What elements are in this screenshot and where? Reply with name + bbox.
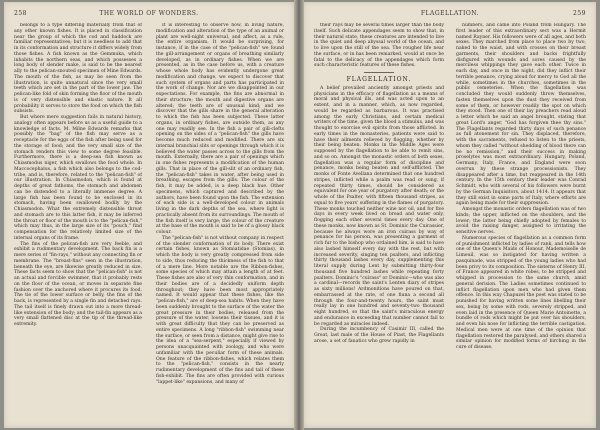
paragraph: It is interesting to observe how, in living nature, modification and alteration of the type of an animal or plant are well-night universal, and affect, as a rule, the entire organism. It would be surprising, for instance, if in the case of the "pelican-fish" we found the gill-arrangement or organs of breathing similarly developed, as in ordinary fishes. When we are presented, as in the case before us, with a creature whose whole body has evidently undergone great modification and change, we expect to discover that such system of organs and parts has participated in the work of change. Nor are we disappointed in our expectations. For example, the fins are abnormal in their structure; the mouth and digestive organs are altered; the teeth are of unusual kind; and we discover that the gills share in the general alteration to which the fish has been subjected. These latter organs, in ordinary fishes, are outside them, as any one may readily see. In the fish a pair of gill-clefts opening on the sides of a "pelican-fish" the gills have become much reduced and modified. There are six internal branchial slits or openings through which it is believed the water passes across to the gills from the mouth. Externally, there are a pair of openings which in one fishes represents a modification of the human gills. That in place of the gill-slit of an ordinary fish, the "pelican-fish" takes in water, after being used in breathing, escapes from the gills. The colour of the fish, it may be added, is a deep black hue. Other specimens, which captured and described by the authors, have been found upon the fish. The extension of each side is a well-developed colour in animals living in the dark depths of the sea, where light is practically absent from its surroundings. The mouth of the fish itself is very large; the colour of the creature at the base of the mouth is said to be of a glossy black colour. bbox=[156, 23, 284, 235]
paragraph: Numerous species of flagellation as a common form of punishment inflicted by ladies of rank, and tells how one of the Queen's Maids of Honour, Mademoiselle de Limeuil, was so instigated for having written a pasquinade, was stripped of the young ladies who had been privy to its composition. The sisterns of Henry III. of France appeared in white robes, to be stripped and whipped in procession to the same church, amid general derision. The Ladies sometimes continued to inflict flagellation upon men who had given them offence. In this way Chapuzel the poet was stated to be punished for having written some lines libelling their sex, being by some with rods, severely stripped, and even laid in the presence of Queen Marie Antoinette, a bundle of rods which might be put over his shoulders, and even his nose for inflicting the terrible castigation. Medical men were at one time of the opinion that flagellation restored the paralysed, and others shared a similar opinion for modified forms of birching in the cure of disease. bbox=[456, 235, 586, 350]
left-column-2 bbox=[156, 23, 284, 423]
left-running-head: THE WORLD OF WONDERS. bbox=[99, 10, 199, 17]
paragraph: But where mere suggestion fails in natural history, analogy often appears before us as a useful guide to a knowledge of facts. M. Milne Edwards remarks that possibly the "bag" of the fish may serve as a receptacle for the eggs of the fish after being used for the storage of food; and the very small size of the stomach renders this view to some degree feasible. Furthermore, there is a deep-sea fish known as Chiasmodus niger, which swallows the food whole. In Maccocephalus, a fish which also belongs to the cod-tribe, and is, therefore, related to the "pelican-fish" of our illustration. In Chiasmodon, which is found at depths of great fathoms, the stomach and abdomen can be distended to a literally immense degree. A large fish has been found to be enclosed in its stomach, having been swallowed bodily by the Chiasmodon. What the extremely distensible throat and stomach are to this latter fish, it may be inferred the throat or floor of the mouth is to the "pelican-fish," which may thus, in the large size of its "pouch," find compensation for the relatively limited size of the internal organs of its frame. bbox=[14, 115, 142, 241]
right-column-2 bbox=[456, 23, 586, 423]
right-page-number: 259 bbox=[573, 10, 586, 17]
left-column-1 bbox=[14, 23, 142, 423]
right-running-header bbox=[314, 10, 586, 19]
book-gutter bbox=[294, 0, 304, 430]
paragraph: Amongst the monastic orders flagellation was of two kinds; the upper, inflicted on the shoulders, and the lower; the latter being chiefly adopted by females to avoid the raising danger, assigned to irritating the sensitive nerves. bbox=[456, 207, 586, 235]
left-running-header bbox=[14, 10, 284, 19]
paragraph: The "pelican-fish" is not without company in respect of the slender conformation of its body. There exist certain fishes, known as Stomiatidae (Stomias), in which the body is very greatly compressed from side to side, thus reducing the thickness of the fish to that of a mere line. More notable are the Ribbon-fishes, some species of which may attain a length of at feet. These fishes are also of very thin conformation, and in their bodies are of a decidedly uniform depth throughout; they have been most appropriately named. It would appear that these fishes, like the "pelican-fish," are of deep-sea habits. When they have been suddenly brought to the surface of the water the great pressure in their bodies, released from the pressure of the water, loosens their tissues, and it is with great difficulty that they can be preserved as entire specimens. A long "ribbon-fish" swimming near the surface, or seen from a distance, might give rise to the idea of a "sea-serpent," especially if viewed by persons unacquainted with zoology, and who were unfamiliar with the peculiar form of these animals. One feature of the ribbon-fishes, which relates them to the "pelican-fish," consists in the nearly rudimentary development of the fins and tail of these fish-exhibit. The fins are often provided with curious "lappet-like" expansions, and many of bbox=[156, 235, 284, 385]
right-running-head: FLAGELLATION. bbox=[420, 10, 480, 17]
paragraph: During the incumbency of Casimir III, called the Great, last male of the House of Piast, the Flagellants arose, a set of fanatics who grew rapidly in bbox=[314, 327, 444, 344]
paragraph: belongs to a type differing materially from that of any other known fishes. It is placed in classification near the group of which the cod and haddock are familiar representatives; but it is needless to add that in its conformation and structure it differs widely from those fishes. A fish known as the Gemmuka, which inhabits the northern seas, and which possesses a long body of slender make, is said to be the nearest ally to the pelican-snouted specimen of Mine Edwards. The mouth of the fish, as may be seen from the illustration, is quite unnatural since the very small teeth which are set in the part of the lower jaw. The pelican-like fold of skin forming the floor of the mouth is of very distensible and elastic nature. It all probability it serves to store the food on which the fish subsists. bbox=[14, 23, 142, 115]
section-title: FLAGELLATION. bbox=[346, 76, 412, 83]
paragraph: numbers, and came into Poland from Hungary. The first leader of this extraordinary sect was a Hermit named Rayner. His followers were of all ages, and both sexes. They marched from place to place two by two, naked to the waist, and with crosses on their breast garments, their shoulders and backs frightfully disfigured with wounds and sores caused by the merciless whippings they gave each other. Twice in each day, and once in the night, did they inflict their terrible penance, crying aloud for mercy to God all the while, sometimes in the churches, sometimes in the public cemeteries. When the flagellation was concluded they would suddenly throw themselves, fasten themselves upon the dust they received from some of them, or however readily the spot on which they stood. Then one of their lay preachers read aloud a letter which he said an angel brought, stating that great Lord's anger, "God has forgiven thee thy sins." The Flagellants regarded thirty days of such penance as full atonement for sin. They displaced, therefore, with the sacraments, refused to listen to the priests, whom they called "without shedding of blood there can be no remission," and their success in making proselytes was most extraordinary. Hungary, Poland, Germany, Italy, France, and England were soon overrun by these strange processionists. They disappeared after a time, but reappeared in the 14th century. In the 15th century their leader was Conrad Schmidt, who with several of his followers were burnt by the German Inquisitors, about 1414. It appears that they still exist in some parts of Italy, where efforts are again being made for their suppression. bbox=[456, 23, 586, 207]
left-page bbox=[4, 2, 294, 428]
paragraph: A belief prevailed anciently amongst priests and physicians in the efficacy of flagellation as a means of moral and physical ills, and was acted upon to an extent, and in a manner, which, as now regarded, would be regarded as barbarous. It was practised among the early Christians, and certain medical writers of the time, given the blood a stimulus, and was thought to exorcise evil spirits from those afflicted. In early times in the monasteries, patients were said to have their ailments relieved by flogging, whether by their being beaten. Monks in the Middle Ages were supposed by the flagellation to be able to remit sins, and so on. Amongst the monastic orders of both sexes, flagellation was a regular form of discipline and penance, monks being beaten and self-afflicted. The monks of Fonte Avellana determined that one hundred stripes, inflicted while a psalm was read or sung, if repeated thirty times, should be considered as equivalent for one year of purgatory after death; or the whole of the Psalter, with fifteen thousand stripes, as equal to five years' suffering in the flames of purgatory. These monks touched neither wine nor oil, and for five days in every week lived on bread and water only, flogging each other several times every day. One of these monks, now known as St. Dominic the Cuirassier, because he always wore an iron cuirass by way of penance for his person, was presenting a garment of rich fur to the bishop who ordained him, is said to have also lashed himself every day with the rest, but with increased severity, singing ten psalters, and inflicting thirty thousand lashes every day, supplementing this literal supply during Lent by submitting thirty-four thousand five hundred lashes while repeating forty psalters. Dominic's "cuirass" or Dominic—who was also a cardinal—records the saint's Lenten diary of stripes as sixty millions! Ardmonitions have poured on that, embarrassed at the rate, of one fiuna a second all through the four-and-twenty hours, the saint must really lay in one hundred and seventy-two thousand eight hundred, so that the saint's miraculous energy and endurance in exceeding that number cannot fail to be regarded as miracles indeed. bbox=[314, 85, 444, 327]
right-column-1 bbox=[314, 23, 444, 423]
section-divider bbox=[364, 72, 394, 73]
left-page-number: 258 bbox=[14, 10, 27, 17]
right-page bbox=[304, 2, 596, 428]
paragraph: The fins of the pelican-fish are very feeble, and exhibit a rudimentary development. The back fin is a mere series of "fin-rays," without any connecting fin or membrane. The "breast-fins" seen in the illustration, beneath the eye, are likewise greatly reduced in size. These facts seem to show that the "pelican-fish" is not an actual and forcible swimmer, that it probably rests on the floor of the ocean, or moves in separate fine fashion over the anchored where it procures its food. The tie of the lower surface or belly, the fins of the back, is represented by a single fin and detached rays. The tail itself is finely drawn out into a more thread-like extension of the body; and the tail-fin appears as a very small flattened disc at the tip of the thread-like extremity. bbox=[14, 241, 142, 327]
paragraph: their rays may be several times larger than the body itself. Such delicate appendages seem to show that, in their natural state, these creatures are intended to live in the quiet and deep abyssal world of the ocean, and to live upon the still of the sea. The rougher life near the surface, or in has been remarked, would at once be fatal to the delicacy of the appendages which form such characteristic features of these fishes. bbox=[314, 23, 444, 69]
